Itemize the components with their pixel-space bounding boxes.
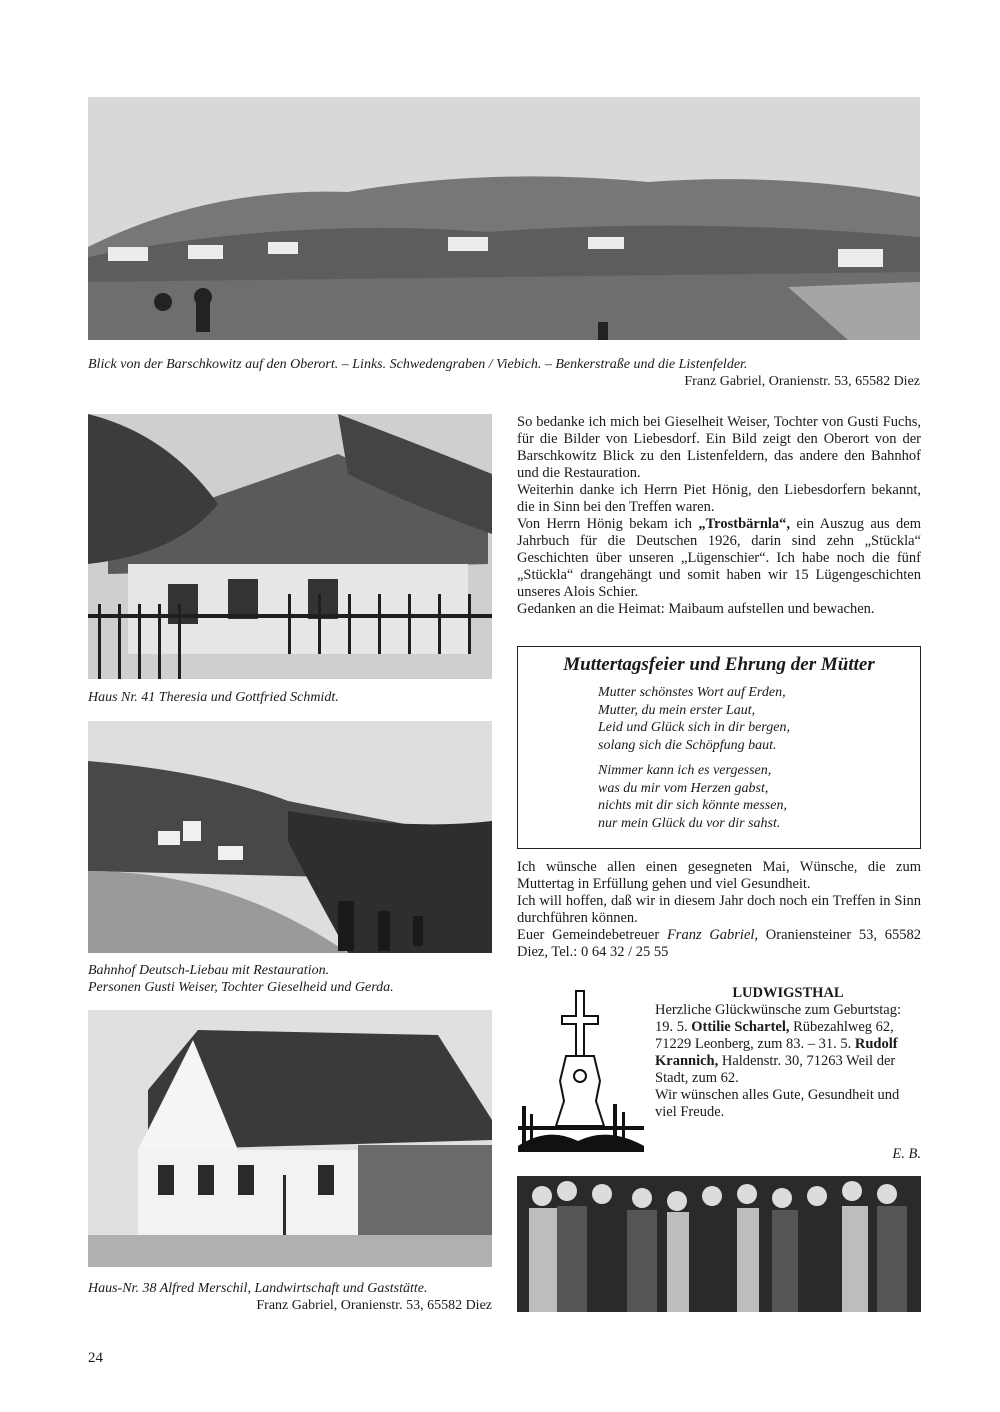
wishes-p1: Ich wünsche allen einen gesegneten Mai, Wünsche, die zum Muttertag in Erfüllung gehen und viel Gesundheit. [517,859,921,892]
ludwigsthal-text [655,1002,921,1121]
wishes-p3-a: Euer Gemeindebetreuer [517,927,667,943]
wishes-p3 [517,927,921,961]
poem-line: Nimmer kann ich es vergessen, [598,763,772,778]
poem-line: nur mein Glück du vor dir sahst. [598,815,781,831]
panorama-credit: Franz Gabriel, Oranienstr. 53, 65582 Diez [684,374,920,389]
poem-line: Mutter, du mein erster Laut, [598,702,756,718]
intro-p4: Gedanken an die Heimat: Maibaum aufstellen und bewachen. [517,601,875,617]
ludwigsthal-line1: Herzliche Glückwünsche zum Geburtstag: [655,1002,902,1018]
intro-p3-a: Von Herrn Hönig bekam ich [517,516,699,532]
poem-box [517,646,921,849]
poem-line: solang sich die Schöpfung baut. [598,737,777,753]
poem-line: nichts mit dir sich könnte messen, [598,798,787,813]
intro-p3-bold: „Trostbärnla“, [698,516,791,532]
poem-line: Leid und Glück sich in dir bergen, [598,720,790,735]
bahnhof-photo [88,721,492,953]
entry2-name: Rudolf Krannich, [655,1036,898,1069]
entry1-date: 19. 5. [655,1019,692,1035]
page-number: 24 [88,1350,103,1366]
wishes-p3-b: Oraniensteiner 53, 65582 Diez, Tel.: 0 64 32 / 25 55 [517,927,922,960]
cross-drawing [518,986,644,1152]
entry2-rest: Haldenstr. 30, 71263 Weil der Stadt, zum 62. [655,1053,896,1086]
intro-p1: So bedanke ich mich bei Gieselheit Weiser, Tochter von Gusti Fuchs, für die Bilder von Liebesdorf. Ein Bild zeigt den Oberort von der Barschkowitz Blick zu den Listenfeldern, das andere den Bahnhof und die Restauration. [517,414,921,481]
wishes-p3-name: Franz Gabriel, [666,927,759,943]
house41-caption: Haus Nr. 41 Theresia und Gottfried Schmidt. [88,690,339,705]
poem-line: was du mir vom Herzen gabst, [598,780,769,796]
intro-p2: Weiterhin danke ich Herrn Piet Hönig, den Liebesdorfern bekannt, die in Sinn bei den Treffen waren. [517,482,921,515]
signature: E. B. [892,1146,921,1162]
ludwigsthal-heading: LUDWIGSTHAL [732,985,844,1001]
panorama-photo [88,97,920,340]
entry1-name: Ottilie Schartel, [691,1019,790,1035]
entry1-rest: Rübezahlweg 62, 71229 Leonberg, zum 83. – 31. 5. [655,1019,894,1052]
poem-stanza-2 [598,762,920,832]
intro-p3 [517,516,921,601]
poem-stanza-1 [598,684,920,754]
panorama-caption: Blick von der Barschkowitz auf den Oberort. – Links. Schwedengraben / Viebich. – Benkerstraße und die Listenfelder. [88,357,748,372]
bahnhof-caption-2: Personen Gusti Weiser, Tochter Gieselheid und Gerda. [88,980,394,995]
house38-caption: Haus-Nr. 38 Alfred Merschil, Landwirtschaft und Gaststätte. [88,1281,428,1296]
poem-title: Muttertagsfeier und Ehrung der Mütter [563,654,875,675]
wishes-p2: Ich will hoffen, daß wir in diesem Jahr doch noch ein Treffen in Sinn durchführen können. [517,893,921,926]
house38-photo [88,1010,492,1267]
ludwigsthal-entries [655,1019,921,1087]
house38-credit: Franz Gabriel, Oranienstr. 53, 65582 Diez [256,1298,492,1313]
house41-photo [88,414,492,679]
poem-line: Mutter schönstes Wort auf Erden, [598,685,786,700]
bahnhof-caption-1: Bahnhof Deutsch-Liebau mit Restauration. [88,963,330,978]
intro-text [517,414,921,618]
ludwigsthal-closing: Wir wünschen alles Gute, Gesundheit und viel Freude. [655,1087,900,1120]
intro-p3-b: ein Auszug aus dem Jahrbuch für die Deutschen 1926, darin sind zehn „Stückla“ Geschichten über unseren „Lügenschier“. Ich habe noch die fünf „Stückla“ drangehängt und somit haben wir 15 Lügengeschichten unseres Alois Schier. [517,516,921,600]
group-photo [517,1176,921,1312]
wishes-text [517,859,921,961]
